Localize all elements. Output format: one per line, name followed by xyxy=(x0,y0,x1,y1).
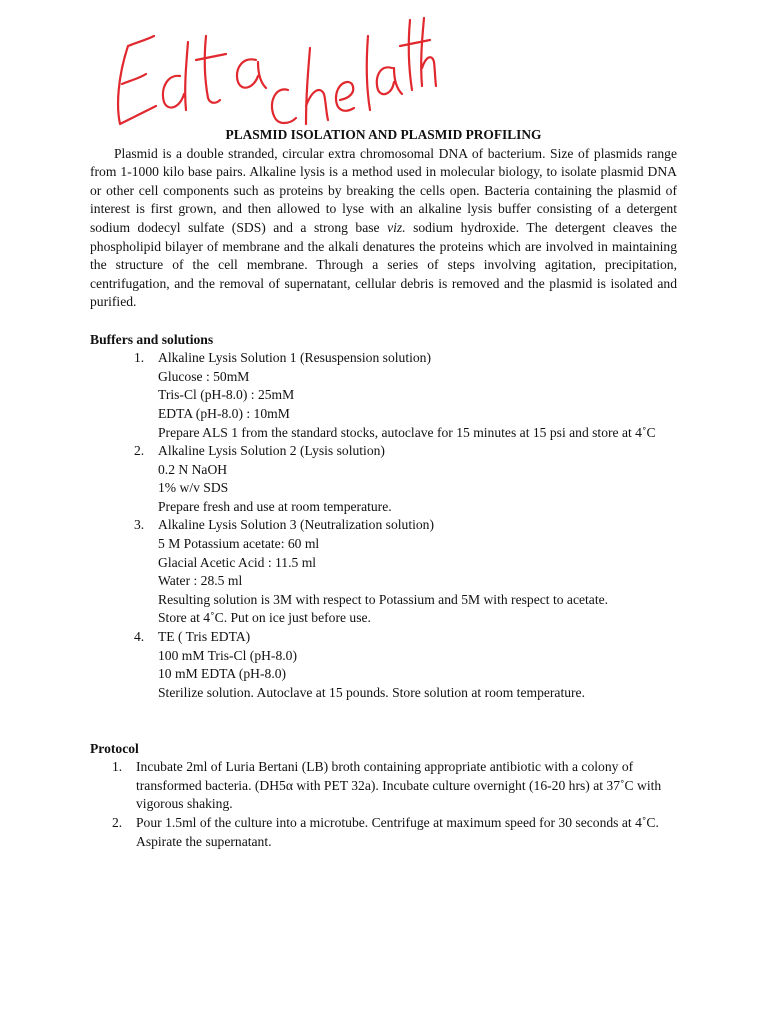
buffer-item: 1. Alkaline Lysis Solution 1 (Resuspension solution) Glucose : 50mM Tris-Cl (pH-8.0) : 25mM EDTA (pH-8.0) : 10mM Prepare ALS 1 from the standard stocks, autoclave for 15 minutes at 15 psi and store at 4˚C xyxy=(90,349,677,442)
buffer-title: TE ( Tris EDTA) xyxy=(158,629,251,645)
document-body xyxy=(90,126,677,851)
buffer-title: Alkaline Lysis Solution 3 (Neutralization solution) xyxy=(158,517,434,533)
buffer-item: 4. TE ( Tris EDTA) 100 mM Tris-Cl (pH-8.0) 10 mM EDTA (pH-8.0) Sterilize solution. Autoclave at 15 pounds. Store solution at room temperature. xyxy=(90,628,677,702)
protocol-step: 2. Pour 1.5ml of the culture into a microtube. Centrifuge at maximum speed for 30 seconds at 4˚C. Aspirate the supernatant. xyxy=(112,814,659,849)
handwritten-annotation xyxy=(88,6,438,134)
buffer-item: 3. Alkaline Lysis Solution 3 (Neutralization solution) 5 M Potassium acetate: 60 ml Glacial Acetic Acid : 11.5 ml Water : 28.5 ml Resulting solution is 3M with respect to Potassium and 5M with respect to acetate. Store at 4˚C. Put on ice just before use. xyxy=(90,516,677,628)
buffer-title: Alkaline Lysis Solution 2 (Lysis solution) xyxy=(158,443,385,459)
buffers-heading: Buffers and solutions xyxy=(90,331,214,347)
intro-paragraph: Plasmid is a double stranded, circular extra chromosomal DNA of bacterium. Size of plasmids range from 1-1000 kilo base pairs. Alkaline lysis is a method used in molecular biology, to isolate plasmid DNA or other cell components such as proteins by breaking the cells open. Bacteria containing the plasmid of interest is first grown, and then allowed to lyse with an alkaline lysis buffer consisting of a detergent sodium dodecyl sulfate (SDS) and a strong base viz. sodium hydroxide. The detergent cleaves the phospholipid bilayer of membrane and the alkali denatures the proteins which are involved in maintaining the structure of the cell membrane. Through a series of steps involving agitation, precipitation, centrifugation, and the removal of supernatant, cellular debris is removed and the plasmid is isolated and purified. xyxy=(90,145,677,310)
protocol-heading: Protocol xyxy=(90,740,139,756)
buffer-title: Alkaline Lysis Solution 1 (Resuspension solution) xyxy=(158,350,432,366)
buffers-list xyxy=(90,349,677,702)
protocol-step: 1. Incubate 2ml of Luria Bertani (LB) broth containing appropriate antibiotic with a colony of transformed bacteria. (DH5α with PET 32a). Incubate culture overnight (16-20 hrs) at 37˚C with vigorous shaking. xyxy=(112,759,662,812)
protocol-steps xyxy=(90,758,677,851)
document-title: PLASMID ISOLATION AND PLASMID PROFILING xyxy=(225,127,542,142)
buffer-item: 2. Alkaline Lysis Solution 2 (Lysis solution) 0.2 N NaOH 1% w/v SDS Prepare fresh and use at room temperature. xyxy=(90,442,677,516)
